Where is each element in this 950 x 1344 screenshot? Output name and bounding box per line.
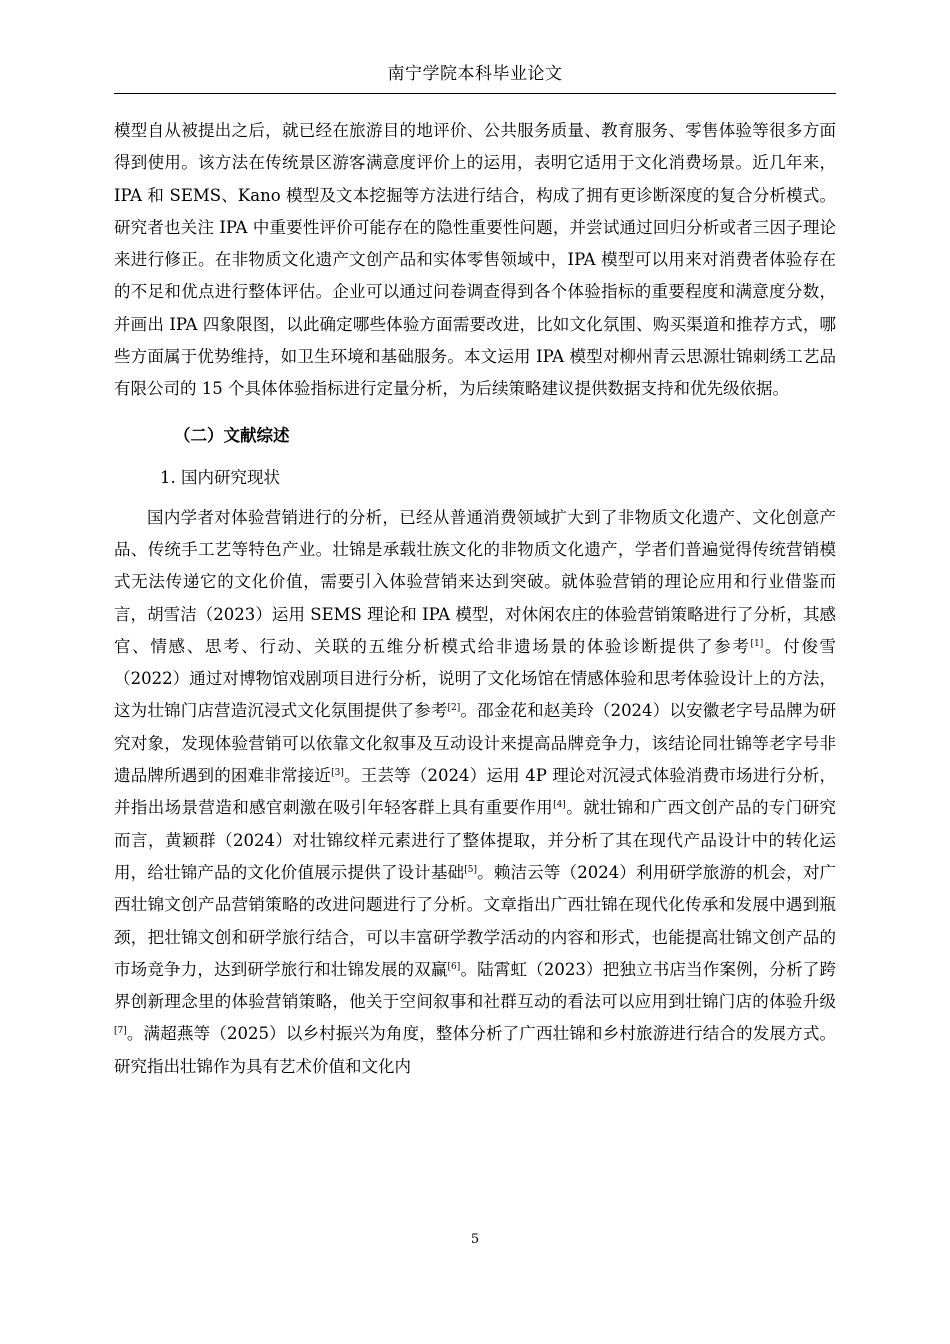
paragraph-text: 。就壮锦和广西文创产品的专门研究而言，黄颖群（2024）对壮锦纹样元素进行了整体提取，并分析了其在现代产品设计中的转化运用，给壮锦产品的文化价值展示提供了设计基础 — [114, 798, 837, 882]
citation-ref: [6] — [447, 961, 461, 972]
subsection-heading-domestic-research: 1. 国内研究现状 — [160, 467, 280, 487]
citation-ref: [5] — [464, 864, 477, 875]
paragraph-text: 国内学者对体验营销进行的分析，已经从普通消费领域扩大到了非物质文化遗产、文化创意产品、传统手工艺等特色产业。壮锦是承载壮族文化的非物质文化遗产，学者们普遍觉得传统营销模式无法传递它的文化价值，需要引入体验营销来达到突破。就体验营销的理论应用和行业借鉴而言，胡雪洁（2023）运用 SEMS 理论和 IPA 模型，对休闲农庄的体验营销策略进行了分析，其感官、情感、思考、行动、关联的五维分析模式给非遗场景的体验诊断提供了参考 — [114, 507, 836, 656]
header-rule — [114, 93, 836, 94]
paragraph-text: 。赖洁云等（2024）利用研学旅游的机会，对广西壮锦文创产品营销策略的改进问题进行了分析。文章指出广西壮锦在现代化传承和发展中遇到瓶颈，把壮锦文创和研学旅行结合，可以丰富研学教学活动的内容和形式，也能提高壮锦文创产品的市场竞争力，达到研学旅行和壮锦发展的双赢 — [114, 862, 836, 979]
citation-ref: [4] — [553, 800, 566, 811]
citation-ref: [3] — [331, 768, 344, 779]
citation-ref: [7] — [114, 1026, 127, 1037]
paragraph-text: 。满超燕等（2025）以乡村振兴为角度，整体分析了广西壮锦和乡村旅游进行结合的发展方式。研究指出壮锦作为具有艺术价值和文化内 — [114, 1024, 836, 1076]
paragraph-domestic-research — [114, 502, 836, 1083]
paragraph-text: 。邵金花和赵美玲（2024）以安徽老字号品牌为研究对象，发现体验营销可以依靠文化叙事及互动设计来提高品牌竞争力，该结论同壮锦等老字号非遗品牌所遇到的困难非常接近 — [114, 701, 837, 786]
paragraph-text: 。陆霄虹（2023）把独立书店当作案例，分析了跨界创新理念里的体验营销策略，他关于空间叙事和社群互动的看法可以应用到壮锦门店的体验升级 — [114, 959, 837, 1012]
running-header: 南宁学院本科毕业论文 — [387, 64, 563, 84]
citation-ref: [2] — [447, 703, 461, 714]
page-body — [114, 115, 836, 1083]
paragraph-ipa-model: 模型自从被提出之后，就已经在旅游目的地评价、公共服务质量、教育服务、零售体验等很多方面得到使用。该方法在传统景区游客满意度评价上的运用，表明它适用于文化消费场景。近几年来，IPA 和 SEMS、Kano 模型及文本挖掘等方法进行结合，构成了拥有更诊断深度的复合分析模式。研究者也关注 IPA 中重要性评价可能存在的隐性重要性问题，并尝试通过回归分析或者三因子理论来进行修正。在非物质文化遗产文创产品和实体零售领域中，IPA 模型可以用来对消费者体验存在的不足和优点进行整体评估。企业可以通过问卷调查得到各个体验指标的重要程度和满意度分数，并画出 IPA 四象限图，以此确定哪些体验方面需要改进，比如文化氛围、购买渠道和推荐方式，哪些方面属于优势维持，如卫生环境和基础服务。本文运用 IPA 模型对柳州青云思源壮锦刺绣工艺品有限公司的 15 个具体体验指标进行定量分析，为后续策略建议提供数据支持和优先级依据。 — [114, 121, 836, 399]
paragraph-text: 。王芸等（2024）运用 4P 理论对沉浸式体验消费市场进行分析，并指出场景营造和感官刺激在吸引年轻客群上具有重要作用 — [114, 766, 836, 818]
page-number: 5 — [470, 1232, 480, 1247]
paragraph-text: 。付俊雪（2022）通过对博物馆戏剧项目进行分析，说明了文化场馆在情感体验和思考体验设计上的方法，这为壮锦门店营造沉浸式文化氛围提供了参考 — [114, 636, 837, 721]
citation-ref: [1] — [750, 638, 764, 649]
section-heading-literature-review: （二）文献综述 — [174, 425, 290, 445]
